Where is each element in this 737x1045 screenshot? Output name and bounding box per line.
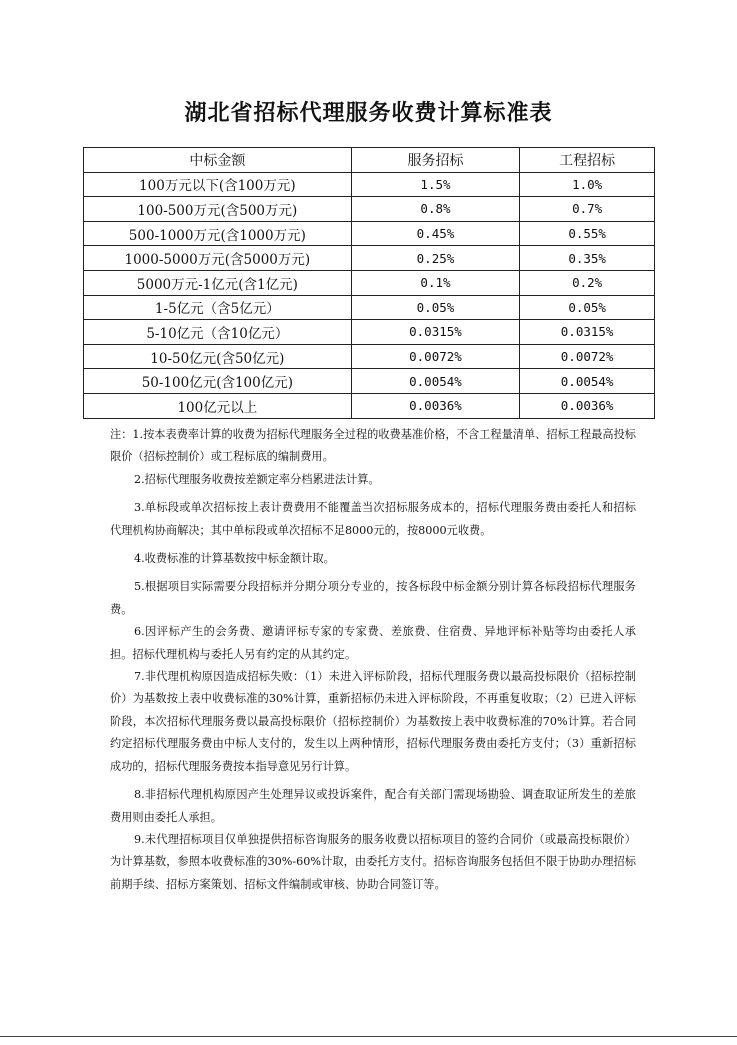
engineering-rate-cell: 0.0036% (520, 393, 655, 418)
table-row (84, 295, 655, 320)
note-4: 4.收费标准的计算基数按中标金额计取。 (134, 552, 335, 566)
service-rate-cell: 0.05% (351, 295, 520, 320)
service-rate-cell: 0.8% (351, 197, 520, 222)
note-5: 5.根据项目实际需要分段招标并分期分项分专业的，按各标段中标金额分别计算各标段招标代理服务费。 (110, 580, 636, 616)
table-row (84, 246, 655, 271)
engineering-rate-cell: 0.0072% (520, 344, 655, 369)
amount-cell: 1000-5000万元(含5000万元) (84, 246, 352, 271)
service-rate-cell: 1.5% (351, 172, 520, 197)
engineering-rate-cell: 1.0% (520, 172, 655, 197)
note-6: 6.因评标产生的会务费、邀请评标专家的专家费、差旅费、住宿费、异地评标补贴等均由委托人承担。招标代理机构与委托人另有约定的从其约定。 (110, 625, 636, 661)
service-rate-cell: 0.0036% (351, 393, 520, 418)
table-row (84, 393, 655, 418)
table-row (84, 344, 655, 369)
header-service-bid: 服务招标 (351, 148, 520, 173)
note-2: 2.招标代理服务收费按差额定率分档累进法计算。 (134, 472, 380, 486)
engineering-rate-cell: 0.35% (520, 246, 655, 271)
service-rate-cell: 0.0054% (351, 369, 520, 394)
amount-cell: 100-500万元(含500万元) (84, 197, 352, 222)
header-bid-amount: 中标金额 (84, 148, 352, 173)
note-9: 9.未代理招标项目仅单独提供招标咨询服务的服务收费以招标项目的签约合同价（或最高投标限价）为计算基数，参照本收费标准的30%-60%计取，由委托方支付。招标咨询服务包括但不限于协助办理招标前期手续、招标方案策划、招标文件编制或审核、协助合同签订等。 (110, 832, 636, 891)
table-row (84, 369, 655, 394)
service-rate-cell: 0.45% (351, 221, 520, 246)
engineering-rate-cell: 0.0054% (520, 369, 655, 394)
header-engineering-bid: 工程招标 (520, 148, 655, 173)
engineering-rate-cell: 0.7% (520, 197, 655, 222)
amount-cell: 100万元以下(含100万元) (84, 172, 352, 197)
amount-cell: 5-10亿元（含10亿元） (84, 320, 352, 345)
service-rate-cell: 0.0072% (351, 344, 520, 369)
amount-cell: 10-50亿元(含50亿元) (84, 344, 352, 369)
fee-table (83, 147, 655, 419)
table-header-row (84, 148, 655, 173)
table-row (84, 320, 655, 345)
page-bottom-rule (0, 1036, 737, 1037)
table-row (84, 172, 655, 197)
notes-section (110, 424, 636, 896)
note-3: 3.单标段或单次招标按上表计费费用不能覆盖当次招标服务成本的，招标代理服务费由委托人和招标代理机构协商解决；其中单标段或单次招标不足8000元的，按8000元收费。 (110, 501, 636, 537)
service-rate-cell: 0.1% (351, 270, 520, 295)
note-8: 8.非招标代理机构原因产生处理异议或投诉案件，配合有关部门需现场勘验、调查取证所发生的差旅费用则由委托人承担。 (110, 788, 636, 824)
engineering-rate-cell: 0.05% (520, 295, 655, 320)
table-row (84, 221, 655, 246)
amount-cell: 50-100亿元(含100亿元) (84, 369, 352, 394)
note-1: 注：1.按本表费率计算的收费为招标代理服务全过程的收费基准价格，不含工程量清单、招标工程最高投标限价（招标控制价）或工程标底的编制费用。 (110, 428, 636, 464)
amount-cell: 5000万元-1亿元(含1亿元) (84, 270, 352, 295)
page-title: 湖北省招标代理服务收费计算标准表 (184, 101, 553, 126)
service-rate-cell: 0.25% (351, 246, 520, 271)
table-row (84, 270, 655, 295)
service-rate-cell: 0.0315% (351, 320, 520, 345)
amount-cell: 500-1000万元(含1000万元) (84, 221, 352, 246)
engineering-rate-cell: 0.55% (520, 221, 655, 246)
engineering-rate-cell: 0.2% (520, 270, 655, 295)
table-row (84, 197, 655, 222)
engineering-rate-cell: 0.0315% (520, 320, 655, 345)
note-7: 7.非代理机构原因造成招标失败：（1）未进入评标阶段，招标代理服务费以最高投标限价（招标控制价）为基数按上表中收费标准的30%计算，重新招标仍未进入评标阶段，不再重复收取；（2）已进入评标阶段，本次招标代理服务费以最高投标限价（招标控制价）为基数按上表中收费标准的70%计算。若合同约定招标代理服务费由中标人支付的，发生以上两种情形，招标代理服务费由委托方支付；（3）重新招标成功的，招标代理服务费按本指导意见另行计算。 (110, 670, 636, 773)
amount-cell: 1-5亿元（含5亿元） (84, 295, 352, 320)
amount-cell: 100亿元以上 (84, 393, 352, 418)
